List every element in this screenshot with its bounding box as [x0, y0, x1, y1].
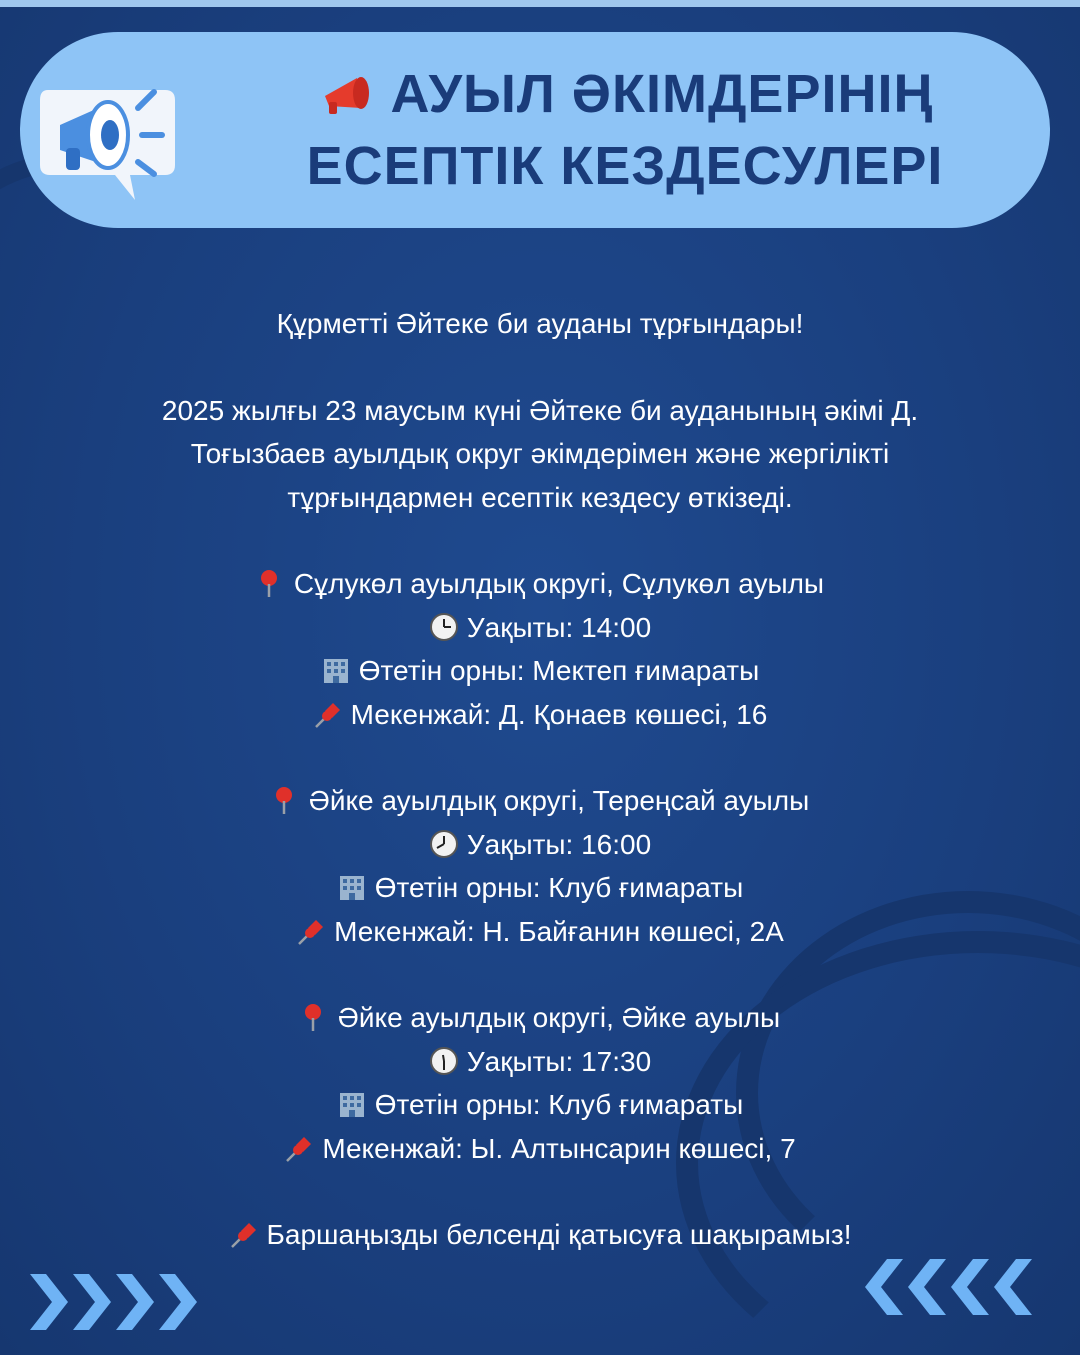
intro-line: 2025 жылғы 23 маусым күні Әйтеке би ауданының әкімі Д. — [161, 394, 919, 426]
meeting-venue: Өтетін орны: Клуб ғимараты — [60, 1083, 1020, 1127]
meeting-address: Мекенжай: Ы. Алтынсарин көшесі, 7 — [60, 1127, 1020, 1171]
clock-icon — [429, 829, 459, 859]
greeting: Құрметті Әйтеке би ауданы тұрғындары! — [276, 308, 804, 339]
pushpin-icon — [284, 1133, 314, 1163]
page-title — [220, 58, 1030, 202]
meeting-venue: Өтетін орны: Мектеп ғимараты — [60, 649, 1020, 693]
meeting-place: Әйке ауылдық округі, Тереңсай ауылы — [60, 779, 1020, 823]
meeting-address: Мекенжай: Д. Қонаев көшесі, 16 — [60, 693, 1020, 737]
pushpin-icon — [296, 916, 326, 946]
meeting-time: Уақыты: 16:00 — [60, 823, 1020, 867]
meeting-place: Сұлукөл ауылдық округі, Сұлукөл ауылы — [60, 562, 1020, 606]
meeting-place: Әйке ауылдық округі, Әйке ауылы — [60, 996, 1020, 1040]
megaphone-icon — [317, 68, 379, 118]
round-pushpin-icon — [271, 785, 301, 815]
meeting-time: Уақыты: 17:30 — [60, 1040, 1020, 1084]
title-line-2: ЕСЕПТІК КЕЗДЕСУЛЕРІ — [306, 136, 944, 196]
meeting-time: Уақыты: 14:00 — [60, 606, 1020, 650]
chevron-right-icon — [28, 1270, 203, 1334]
round-pushpin-icon — [300, 1002, 330, 1032]
announcement-body — [60, 302, 1020, 1257]
pushpin-icon — [313, 699, 343, 729]
megaphone-icon — [30, 70, 180, 205]
meeting-block — [60, 996, 1020, 1170]
meeting-block — [60, 779, 1020, 953]
office-building-icon — [337, 1089, 367, 1119]
round-pushpin-icon — [256, 568, 286, 598]
pushpin-icon — [229, 1219, 259, 1249]
top-strip — [0, 0, 1080, 7]
intro-line: Тоғызбаев ауылдық округ әкімдерімен және жергілікті — [190, 438, 890, 469]
intro-line: тұрғындармен есептік кездесу өткізеді. — [287, 481, 793, 513]
clock-icon — [429, 612, 459, 642]
office-building-icon — [337, 872, 367, 902]
clock-icon — [429, 1046, 459, 1076]
closing-line: Баршаңызды белсенді қатысуға шақырамыз! — [60, 1213, 1020, 1257]
meeting-address: Мекенжай: Н. Байғанин көшесі, 2А — [60, 910, 1020, 954]
chevron-left-icon — [863, 1255, 1038, 1319]
title-line-1-text: АУЫЛ ӘКІМДЕРІНІҢ — [390, 64, 934, 124]
meeting-venue: Өтетін орны: Клуб ғимараты — [60, 866, 1020, 910]
meeting-block — [60, 562, 1020, 736]
office-building-icon — [321, 655, 351, 685]
title-line-1 — [220, 58, 1030, 130]
